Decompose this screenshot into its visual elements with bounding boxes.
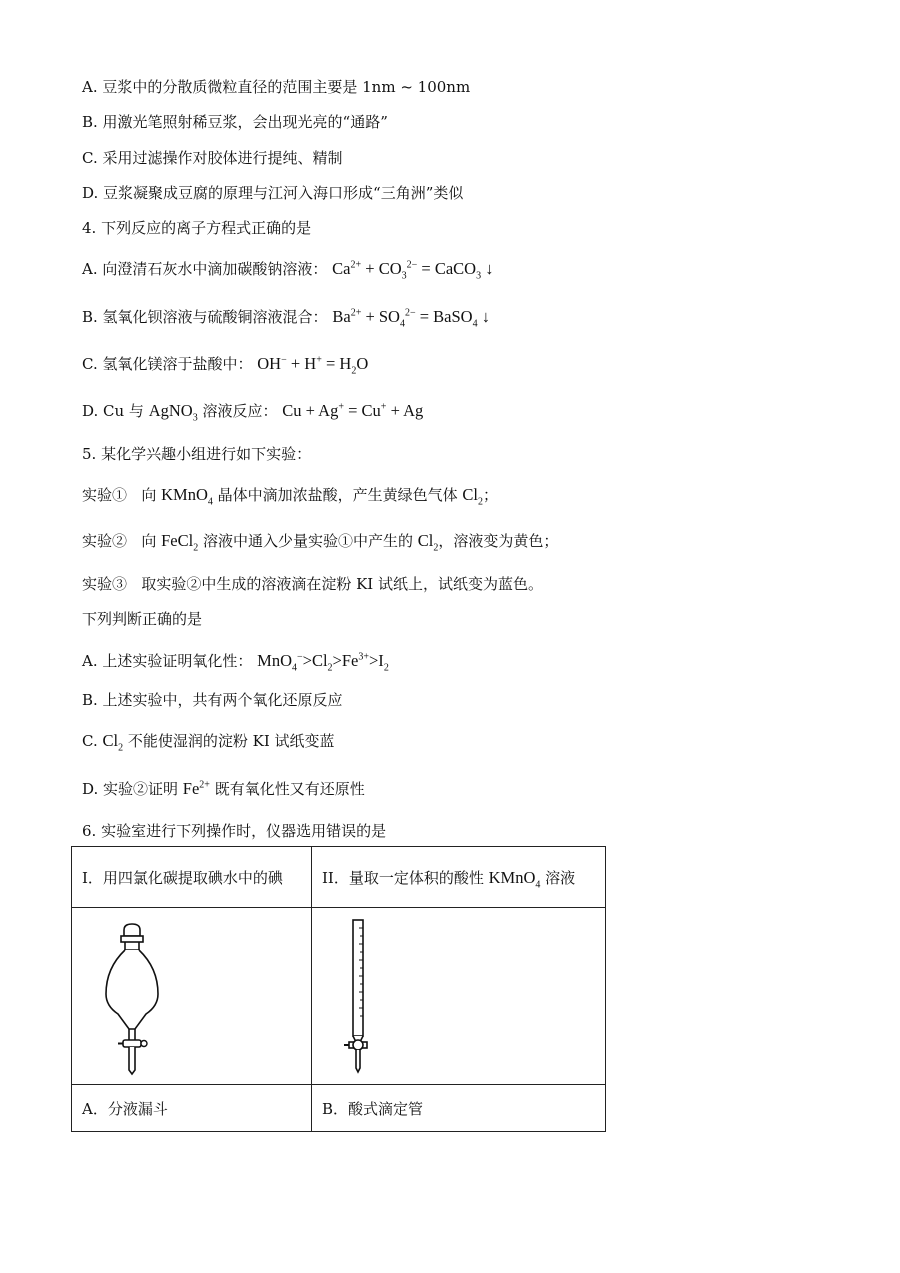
q5-option-a xyxy=(82,651,389,674)
q4-option-d-reagent: AgNO$_3$ xyxy=(148,401,198,424)
separatory-funnel-icon xyxy=(82,908,182,1084)
q4-stem: 4. 下列反应的离子方程式正确的是 xyxy=(82,219,312,237)
q5-option-a-order: $MnO_4^->Cl_2>Fe^{3+}>I_2$ xyxy=(257,651,389,674)
q4-option-a-text: A. 向澄清石灰水中滴加碳酸钠溶液： xyxy=(82,260,328,278)
q5-exp2-text-3: ，溶液变为黄色； xyxy=(438,532,559,550)
col1-head: I．用四氯化碳提取碘水中的碘 xyxy=(72,847,312,908)
q5-option-a-text: A. 上述实验证明氧化性： xyxy=(82,652,253,670)
q4-option-c-equation: $OH^- + H^+ = H_2O$ xyxy=(257,354,369,377)
col2-head-text-1: II．量取一定体积的酸性 xyxy=(322,868,489,887)
q3-option-d: D. 豆浆凝聚成豆腐的原理与江河入海口形成“三角洲”类似 xyxy=(82,184,464,202)
col2-caption: B．酸式滴定管 xyxy=(312,1085,606,1132)
q5-judge: 下列判断正确的是 xyxy=(82,610,203,628)
q5-option-d-text-2: 既有氧化性又有还原性 xyxy=(209,780,365,798)
q4-option-a-equation: $Ca^{2+} + CO_3^{2-}$ = CaCO$_3$ ↓ xyxy=(332,259,494,282)
q4-option-b-equation: $Ba^{2+} + SO_4^{2-}$ = BaSO$_4$ ↓ xyxy=(332,307,490,330)
q6-stem: 6. 实验室进行下列操作时，仪器选用错误的是 xyxy=(82,822,387,840)
acid-burette-icon xyxy=(322,908,422,1084)
q5-option-c-cl2: $Cl_2$ xyxy=(102,731,124,754)
q5-option-c-text-2: 不能使湿润的淀粉 KI 试纸变蓝 xyxy=(123,732,335,750)
col2-image-cell xyxy=(312,908,606,1085)
q5-option-d xyxy=(82,779,365,799)
col2-head-kmno4: KMnO$_4$ xyxy=(488,867,541,890)
q5-exp1-text-2: 晶体中滴加浓盐酸，产生黄绿色气体 xyxy=(212,486,463,504)
q5-option-c xyxy=(82,731,335,754)
q3-option-a: A. 豆浆中的分散质微粒直径的范围主要是 1nm ~ 100nm xyxy=(82,78,471,96)
q5-option-d-text-1: D. 实验②证明 xyxy=(82,780,183,798)
col1-image-cell xyxy=(72,908,312,1085)
q3-option-c: C. 采用过滤操作对胶体进行提纯、精制 xyxy=(82,149,343,167)
q5-exp1-cl2: $Cl_2$ xyxy=(462,485,484,508)
col2-head-text-2: 溶液 xyxy=(540,868,576,887)
apparatus-table-head-row xyxy=(72,847,606,908)
q4-option-a xyxy=(82,259,494,282)
q5-exp3 xyxy=(82,574,543,594)
q5-option-d-fe2: $Fe^{2+}$ xyxy=(182,779,210,798)
q5-option-b: B. 上述实验中，共有两个氧化还原反应 xyxy=(82,691,343,709)
col1-caption: A．分液漏斗 xyxy=(72,1085,312,1132)
q4-option-d-text-2: 溶液反应： xyxy=(197,402,278,420)
q4-option-b xyxy=(82,307,490,330)
q5-exp1-text-1: 向 xyxy=(141,486,162,504)
q4-option-d-text-1: D. Cu 与 xyxy=(82,402,149,420)
q4-option-d xyxy=(82,401,424,424)
q5-exp2 xyxy=(82,531,559,554)
q5-option-c-text-1: C. xyxy=(82,732,103,750)
apparatus-table-caption-row xyxy=(72,1085,606,1132)
q5-exp2-fecl2: FeCl$_2$ xyxy=(161,531,199,554)
q3-option-b: B. 用激光笔照射稀豆浆，会出现光亮的“通路” xyxy=(82,113,388,131)
q4-option-d-equation: Cu + Ag+ = Cu+ + Ag xyxy=(282,401,424,420)
apparatus-table xyxy=(71,846,606,1132)
q5-exp3-label: 实验③ xyxy=(82,575,128,593)
q5-exp1-label: 实验① xyxy=(82,486,128,504)
q4-option-c-text: C. 氢氧化镁溶于盐酸中： xyxy=(82,355,253,373)
q5-exp3-text: 取实验②中生成的溶液滴在淀粉 KI 试纸上，试纸变为蓝色。 xyxy=(141,575,543,593)
q5-exp1-text-3: ； xyxy=(483,486,499,504)
q5-exp1-kmno4: KMnO$_4$ xyxy=(161,485,213,508)
q5-exp2-text-2: 溶液中通入少量实验①中产生的 xyxy=(198,532,418,550)
q4-option-c xyxy=(82,354,369,377)
apparatus-table-image-row xyxy=(72,908,606,1085)
q4-option-b-text: B. 氢氧化钡溶液与硫酸铜溶液混合： xyxy=(82,308,328,326)
q5-exp2-label: 实验② xyxy=(82,532,128,550)
q5-exp2-cl2: $Cl_2$ xyxy=(417,531,439,554)
col2-head xyxy=(312,847,606,908)
q5-stem: 5. 某化学兴趣小组进行如下实验： xyxy=(82,445,312,463)
q5-exp2-text-1: 向 xyxy=(141,532,162,550)
q5-exp1 xyxy=(82,485,499,508)
